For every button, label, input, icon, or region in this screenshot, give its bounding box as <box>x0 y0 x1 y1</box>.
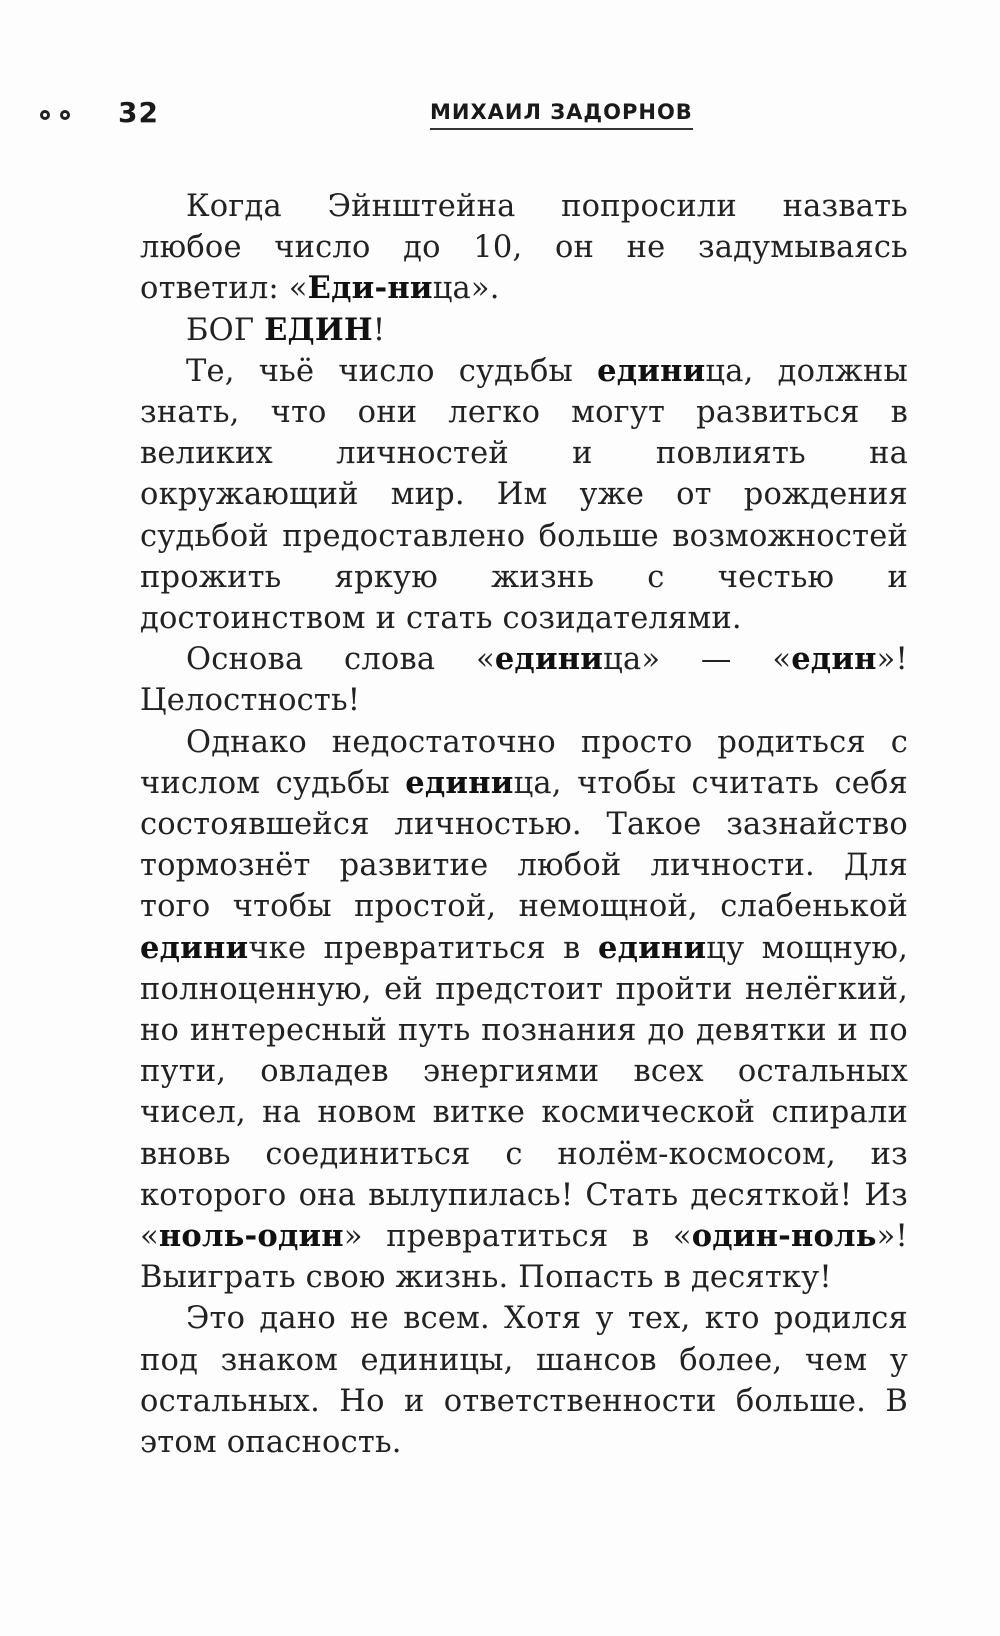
text-run: »! Целостность! <box>140 642 908 719</box>
paragraph-1 <box>140 186 908 310</box>
bold-run: ноль-один <box>158 1218 344 1255</box>
text-run: Те, чьё число судьбы <box>186 353 598 389</box>
text-run: Когда Эйнштейна попросили назвать любое число до 10, он не задумываясь ответил: « <box>140 189 908 307</box>
bold-run: едини <box>405 764 514 801</box>
paragraph-5 <box>140 722 908 1299</box>
paragraph-6 <box>140 1298 908 1463</box>
bold-run: ЕДИН <box>264 311 373 348</box>
paragraph-2 <box>140 310 908 351</box>
body-text <box>140 186 908 1463</box>
paragraph-3 <box>140 351 908 639</box>
text-run: цу мощную, полноценную, ей предстоит пройти нелёгкий, но интересный путь познания до девятки и по пути, овладев энергиями всех остальных чисел, на новом витке космической спирали вновь соединиться с нолём-космосом, из которого она вылупилась! Стать десяткой! Из « <box>140 930 909 1255</box>
bold-run: един <box>791 641 877 678</box>
text-run: Однако недостаточно просто родиться с числом судьбы <box>140 724 908 801</box>
circle-icon <box>40 110 50 120</box>
page-number: 32 <box>118 96 159 129</box>
paragraph-4 <box>140 639 908 721</box>
text-run: » превратиться в « <box>343 1219 692 1255</box>
running-head: МИХАИЛ ЗАДОРНОВ <box>430 100 693 130</box>
text-run: ! <box>372 312 386 348</box>
circle-icon <box>60 110 70 120</box>
text-run: БОГ <box>186 312 265 348</box>
text-run: ца, чтобы считать себя состоявшейся личностью. Такое зазнайство тормознёт развитие любой личности. Для того чтобы простой, немощной, слабенькой <box>140 765 908 925</box>
text-run: ца» — « <box>603 642 792 678</box>
text-run: ца, должны знать, что они легко могут развиться в великих личностей и повлиять на окружающий мир. Им уже от рождения судьбой предоставлено больше возможностей прожить яркую жизнь с честью и достоинством и стать созидателями. <box>140 353 909 637</box>
bold-run: Еди- <box>307 270 388 307</box>
bold-run: один-ноль <box>691 1218 877 1255</box>
bold-run: ни <box>387 270 433 307</box>
text-run: Это дано не всем. Хотя у тех, кто родился под знаком единицы, шансов более, чем у остальных. Но и ответственности больше. В этом опасность. <box>140 1301 908 1461</box>
bold-run: едини <box>140 929 249 966</box>
text-run: Основа слова « <box>186 642 495 678</box>
bold-run: едини <box>597 352 706 389</box>
bold-run: едини <box>597 929 707 966</box>
text-run: »! Выиграть свою жизнь. Попасть в десятку! <box>140 1219 908 1296</box>
page-header <box>40 96 960 136</box>
text-run: ца». <box>432 271 500 307</box>
ornament-dots <box>40 110 70 120</box>
bold-run: едини <box>494 641 604 678</box>
text-run: чке превратиться в <box>248 930 598 966</box>
